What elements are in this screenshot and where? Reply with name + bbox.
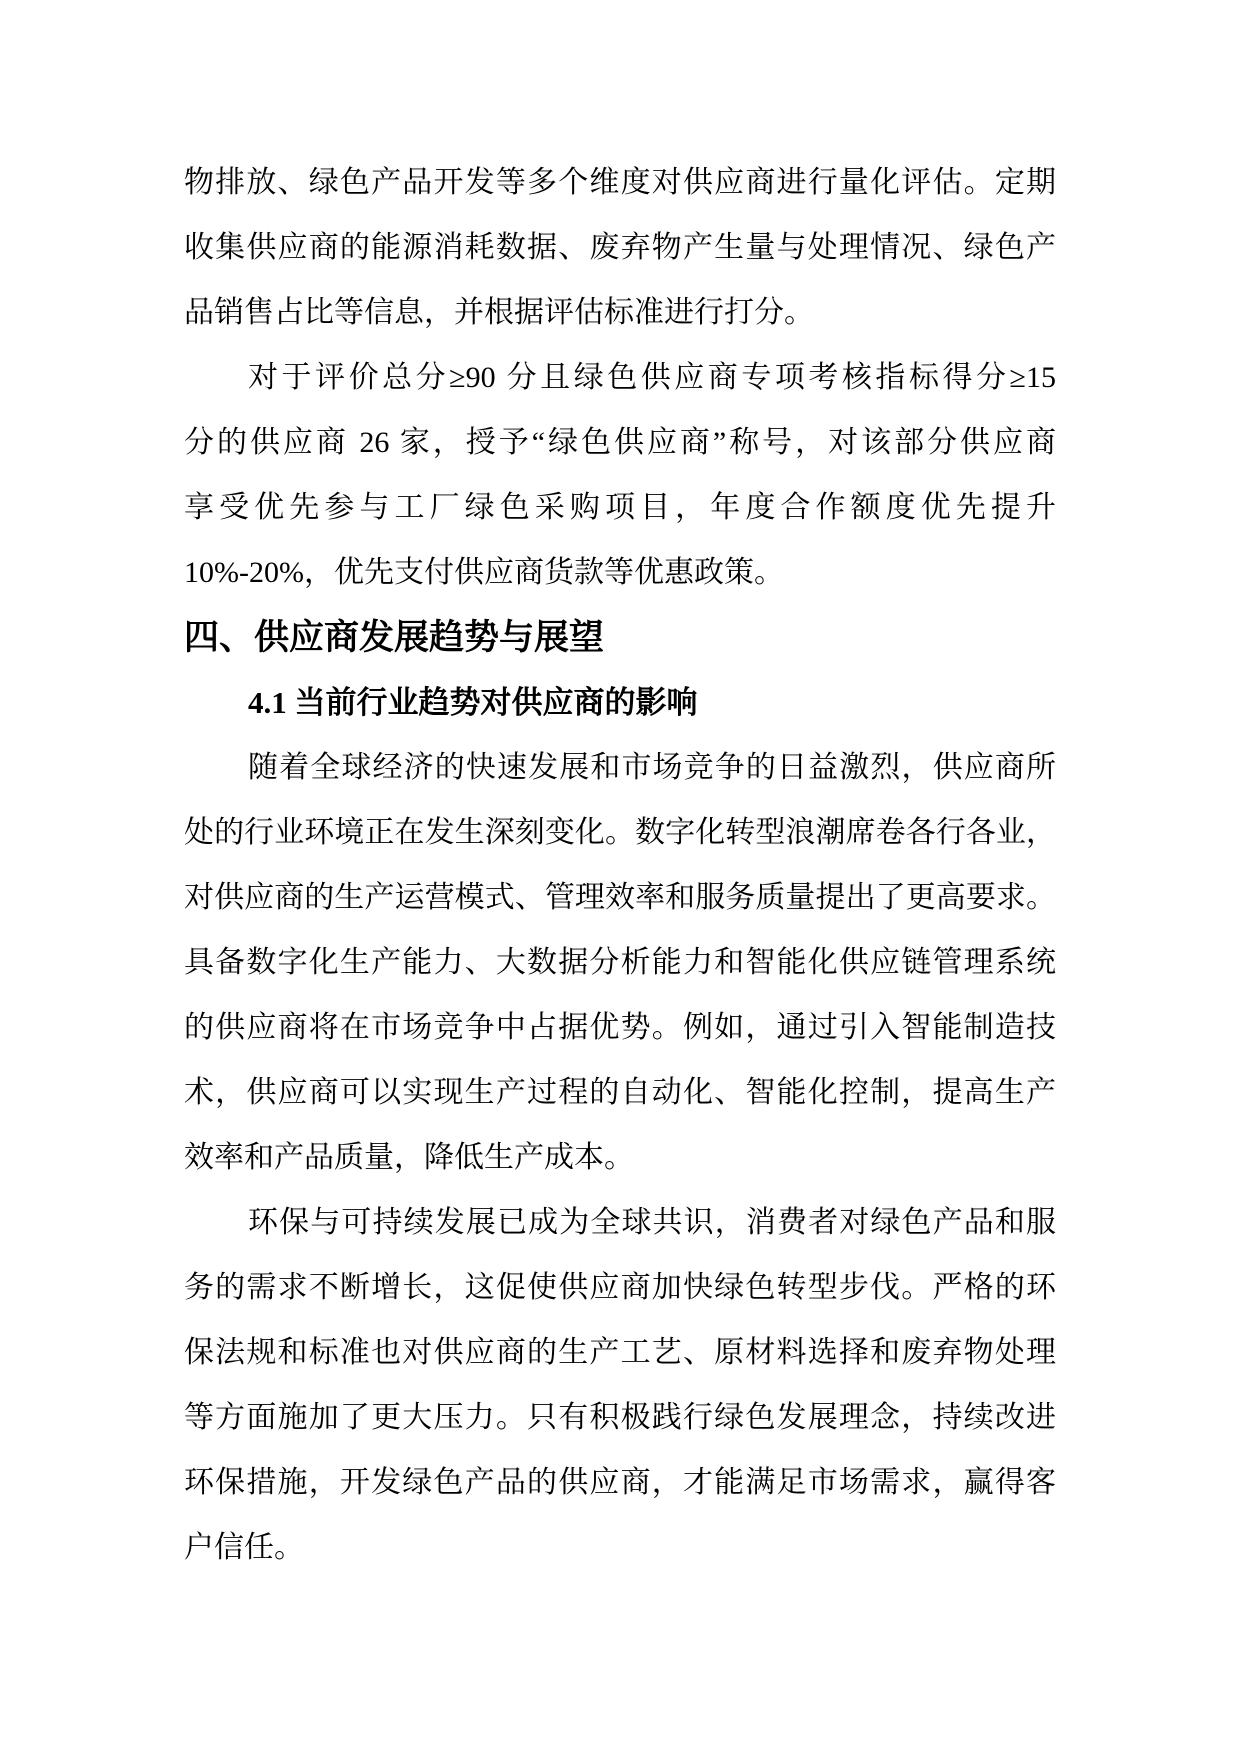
text-line: 术，供应商可以实现生产过程的自动化、智能化控制，提高生产 [184, 1076, 1056, 1109]
text-line: 具备数字化生产能力、大数据分析能力和智能化供应链管理系统 [184, 946, 1056, 979]
text-line: 物排放、绿色产品开发等多个维度对供应商进行量化评估。定期 [184, 166, 1056, 199]
paragraph-quantitative-evaluation [184, 150, 1056, 345]
text-line: 对供应商的生产运营模式、管理效率和服务质量提出了更高要求。 [184, 881, 1056, 914]
text-line: 户信任。 [184, 1531, 304, 1564]
text-line: 处的行业环境正在发生深刻变化。数字化转型浪潮席卷各行各业， [184, 816, 1056, 849]
text-line: 10%-20%，优先支付供应商货款等优惠政策。 [184, 556, 784, 589]
paragraph-green-supplier-award [184, 345, 1056, 605]
text-line: 对于评价总分≥90 分且绿色供应商专项考核指标得分≥15 [248, 361, 1056, 394]
text-line: 随着全球经济的快速发展和市场竞争的日益激烈，供应商所 [248, 751, 1056, 784]
text-line: 分的供应商 26 家，授予“绿色供应商”称号，对该部分供应商 [184, 426, 1056, 459]
section-heading-4: 四、供应商发展趋势与展望 [184, 618, 605, 657]
paragraph-industry-trends [184, 735, 1056, 1190]
text-line: 务的需求不断增长，这促使供应商加快绿色转型步伐。严格的环 [184, 1271, 1056, 1304]
text-line: 等方面施加了更大压力。只有积极践行绿色发展理念，持续改进 [184, 1401, 1056, 1434]
paragraph-sustainability-pressure [184, 1190, 1056, 1580]
subsection-heading-4-1: 4.1 当前行业趋势对供应商的影响 [248, 685, 698, 720]
text-line: 品销售占比等信息，并根据评估标准进行打分。 [184, 296, 814, 329]
text-line: 享受优先参与工厂绿色采购项目，年度合作额度优先提升 [184, 491, 1056, 524]
text-line: 环保与可持续发展已成为全球共识，消费者对绿色产品和服 [248, 1206, 1056, 1239]
text-line: 环保措施，开发绿色产品的供应商，才能满足市场需求，赢得客 [184, 1466, 1056, 1499]
text-line: 的供应商将在市场竞争中占据优势。例如，通过引入智能制造技 [184, 1011, 1056, 1044]
text-line: 效率和产品质量，降低生产成本。 [184, 1141, 634, 1174]
text-line: 收集供应商的能源消耗数据、废弃物产生量与处理情况、绿色产 [184, 231, 1056, 264]
text-line: 保法规和标准也对供应商的生产工艺、原材料选择和废弃物处理 [184, 1336, 1056, 1369]
document-content [184, 150, 1056, 1580]
